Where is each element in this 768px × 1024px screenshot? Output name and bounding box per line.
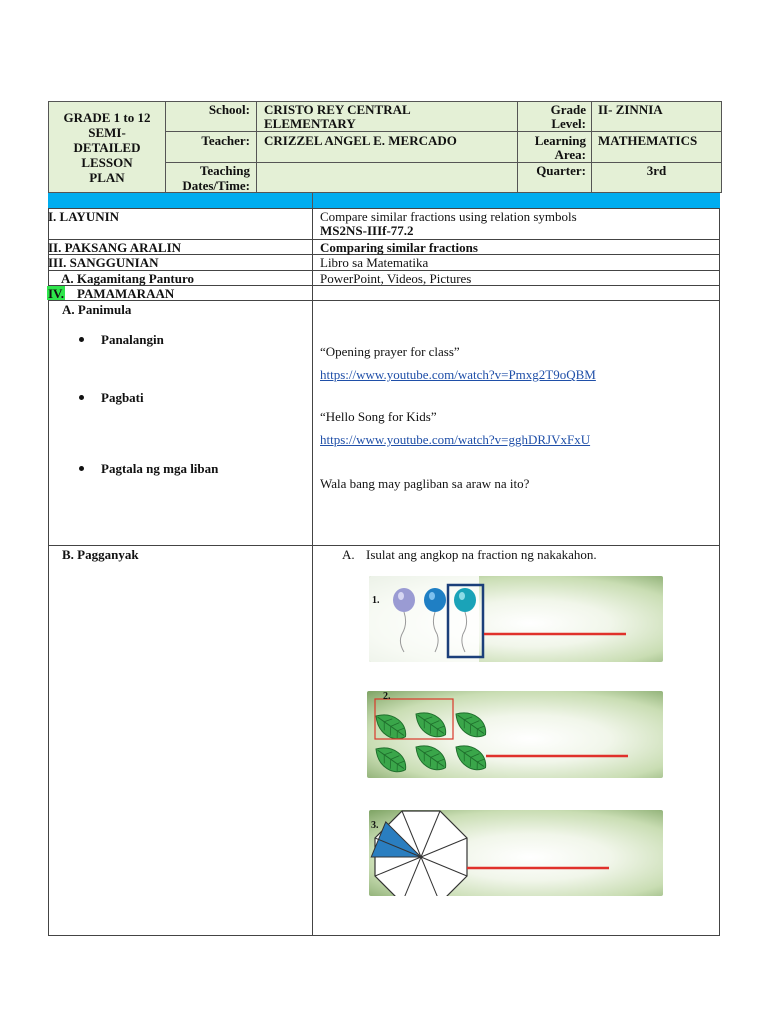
panimula-label: A. Panimula <box>62 302 132 317</box>
grade-label-line-1: Grade <box>550 102 586 117</box>
kagamitan-value: PowerPoint, Videos, Pictures <box>320 271 472 286</box>
kagamitan-label: A. Kagamitang Panturo <box>61 271 195 286</box>
pagganyak-label: B. Pagganyak <box>62 547 139 562</box>
balloons-panel <box>369 576 663 662</box>
quarter-label-cell <box>517 162 592 193</box>
song-title: “Hello Song for Kids” <box>320 409 437 424</box>
school-value-cell <box>256 101 518 132</box>
area-value: MATHEMATICS <box>598 133 698 148</box>
area-label-cell <box>517 131 592 163</box>
instruction-letter: A. <box>342 547 355 562</box>
grade-value: II- ZINNIA <box>598 102 663 117</box>
school-label: School: <box>208 102 250 117</box>
dates-value-cell <box>256 162 518 193</box>
quarter-value-cell <box>591 162 722 193</box>
area-label-line-1: Learning <box>534 133 586 148</box>
paksang-value: Comparing similar fractions <box>320 240 478 255</box>
octagon-illustration <box>369 810 663 896</box>
song-link[interactable]: https://www.youtube.com/watch?v=gghDRJVxFxU <box>320 432 591 447</box>
grade-label-line-2: Level: <box>551 116 586 131</box>
school-label-cell <box>165 101 257 132</box>
item-number-1: 1. <box>372 595 380 606</box>
leaf-icon <box>410 706 451 743</box>
title-line-2: SEMI- <box>88 125 126 140</box>
prayer-title: “Opening prayer for class” <box>320 344 460 359</box>
leaf-icon <box>410 739 451 776</box>
leaf-icon <box>370 741 411 778</box>
panalangin-item: Panalangin <box>101 332 164 347</box>
grade-value-cell <box>591 101 722 132</box>
title-line-3: DETAILED <box>73 140 141 155</box>
dates-label-cell <box>165 162 257 193</box>
title-cell <box>48 101 166 193</box>
school-value-line-1: CRISTO REY CENTRAL <box>264 102 411 117</box>
column-divider <box>312 208 313 936</box>
leaf-icon <box>450 739 491 776</box>
octagon-fraction-icon <box>371 811 467 896</box>
layunin-label: I. LAYUNIN <box>48 209 120 224</box>
quarter-value: 3rd <box>646 163 667 178</box>
teacher-value-cell <box>256 131 518 163</box>
pagbati-item: Pagbati <box>101 390 144 405</box>
title-line-5: PLAN <box>89 170 125 185</box>
item-number-3: 3. <box>371 820 379 831</box>
title-line-1: GRADE 1 to 12 <box>63 110 151 125</box>
instruction-text: Isulat ang angkop na fraction ng nakakahon. <box>366 547 597 562</box>
paksang-label: II. PAKSANG ARALIN <box>48 240 182 255</box>
row-line <box>48 545 720 546</box>
sanggunian-label: III. SANGGUNIAN <box>48 255 159 270</box>
area-value-cell <box>591 131 722 163</box>
sanggunian-value: Libro sa Matematika <box>320 255 429 270</box>
blue-bar-split <box>312 193 313 208</box>
leaves-illustration <box>367 691 663 778</box>
absent-question: Wala bang may pagliban sa araw na ito? <box>320 476 530 491</box>
layunin-value: Compare similar fractions using relation symbols <box>320 209 577 224</box>
teacher-value: CRIZZEL ANGEL E. MERCADO <box>264 133 457 148</box>
dates-label-line-1: Teaching <box>199 163 250 178</box>
pamamaraan-label: PAMAMARAAN <box>77 286 175 301</box>
leaf-icon <box>450 706 491 743</box>
prayer-link[interactable]: https://www.youtube.com/watch?v=Pmxg2T9oQBM <box>320 367 596 382</box>
school-value-line-2: ELEMENTARY <box>264 116 356 131</box>
dates-label-line-2: Dates/Time: <box>182 178 250 193</box>
quarter-label: Quarter: <box>536 163 586 178</box>
teacher-label-cell <box>165 131 257 163</box>
pagtala-item: Pagtala ng mga liban <box>101 461 219 476</box>
layunin-code: MS2NS-IIIf-77.2 <box>320 223 414 238</box>
leaves-panel <box>367 691 663 778</box>
teacher-label: Teacher: <box>201 133 250 148</box>
title-line-4: LESSON <box>81 155 133 170</box>
blue-divider-bar <box>48 193 720 208</box>
balloons-illustration <box>369 576 663 662</box>
item-number-2: 2. <box>383 691 391 702</box>
area-label-line-2: Area: <box>554 147 586 162</box>
grade-label-cell <box>517 101 592 132</box>
pamamaraan-number: IV. <box>48 286 65 301</box>
octagon-panel <box>369 810 663 896</box>
